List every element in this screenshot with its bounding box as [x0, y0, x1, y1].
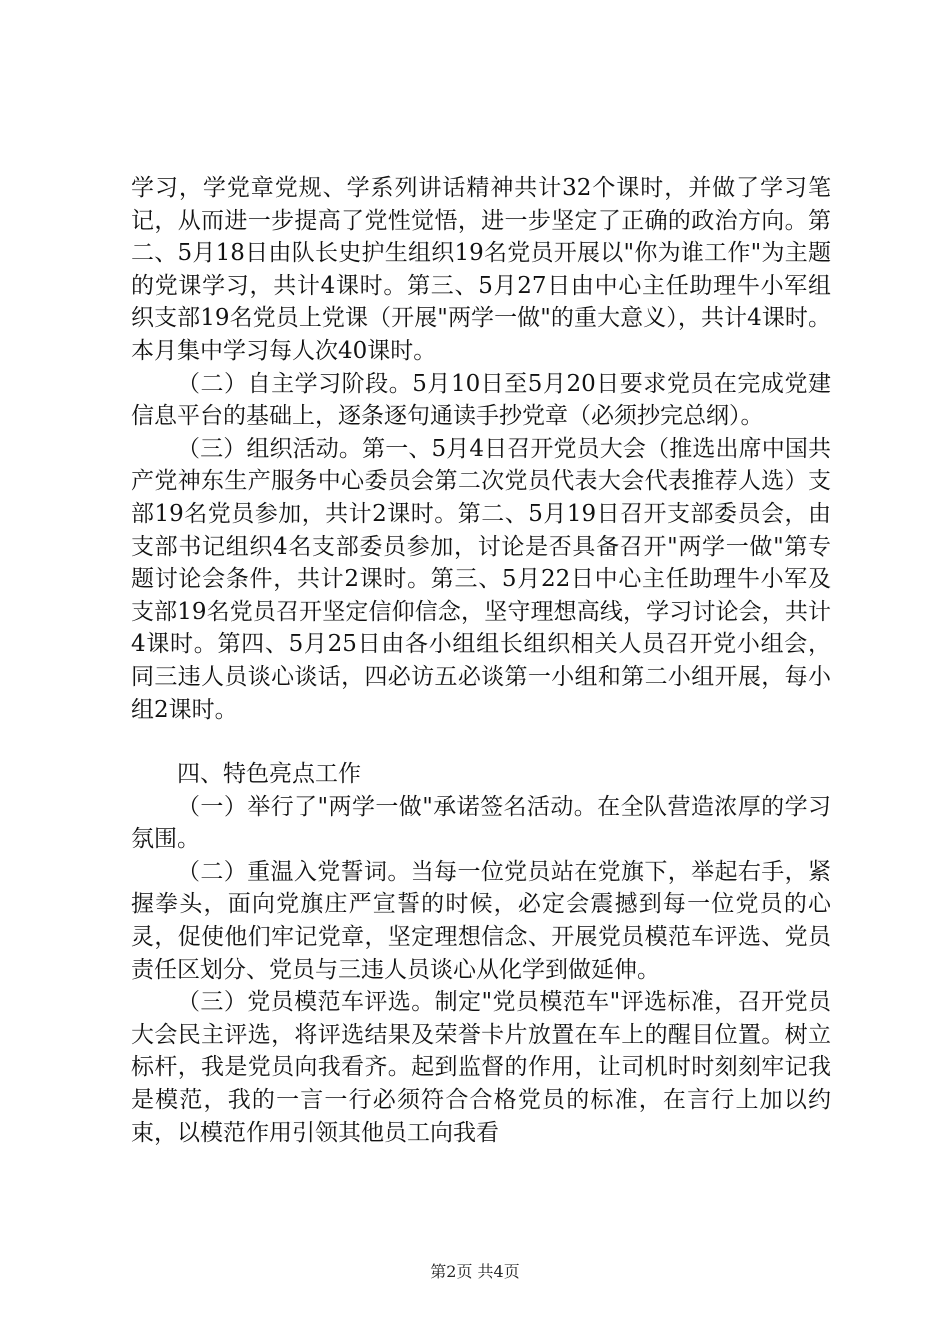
paragraph-organization-activities: （三）组织活动。第一、5月4日召开党员大会（推选出席中国共产党神东生产服务中心委员会第二次党员代表大会代表推荐人选）支部19名党员参加，共计2课时。第二、5月19日召开支部委员会，由支部书记组织4名支部委员参加，讨论是否具备召开"两学一做"第专题讨论会条件，共计2课时。第三、5月22日中心主任助理牛小军及支部19名党员召开坚定信仰信念，坚守理想高线，学习讨论会，共计4课时。第四、5月25日由各小组组长组织相关人员召开党小组会，同三违人员谈心谈话，四必访五必谈第一小组和第二小组开展，每小组2课时。 [131, 435, 831, 723]
paragraph-self-study: （二）自主学习阶段。5月10日至5月20日要求党员在完成党建信息平台的基础上，逐条逐句通读手抄党章（必须抄完总纲）。 [131, 370, 831, 430]
paragraph-oath-review: （二）重温入党誓词。当每一位党员站在党旗下，举起右手，紧握拳头，面向党旗庄严宣誓的时候，必定会震撼到每一位党员的心灵，促使他们牢记党章，坚定理想信念、开展党员模范车评选、党员责任区划分、党员与三违人员谈心从化学到做延伸。 [131, 858, 831, 983]
paragraph-study-summary: 学习，学党章党规、学系列讲话精神共计32个课时，并做了学习笔记，从而进一步提高了党性觉悟，进一步坚定了正确的政治方向。第二、5月18日由队长史护生组织19名党员开展以"你为谁工作"为主题的党课学习，共计4课时。第三、5月27日由中心主任助理牛小军组织支部19名党员上党课（开展"两学一做"的重大意义），共计4课时。本月集中学习每人次40课时。 [131, 175, 831, 364]
paragraph-pledge-signing: （一）举行了"两学一做"承诺签名活动。在全队营造浓厚的学习氛围。 [131, 793, 831, 853]
paragraph-model-vehicle: （三）党员模范车评选。制定"党员模范车"评选标准，召开党员大会民主评选，将评选结果及荣誉卡片放置在车上的醒目位置。树立标杆，我是党员向我看齐。起到监督的作用，让司机时时刻刻牢记我是模范，我的一言一行必须符合合格党员的标准，在言行上加以约束，以模范作用引领其他员工向我看 [131, 989, 831, 1146]
page-number-footer: 第2页 共4页 [430, 1262, 520, 1281]
section-heading-highlights: 四、特色亮点工作 [177, 761, 361, 788]
document-body [131, 172, 831, 1149]
